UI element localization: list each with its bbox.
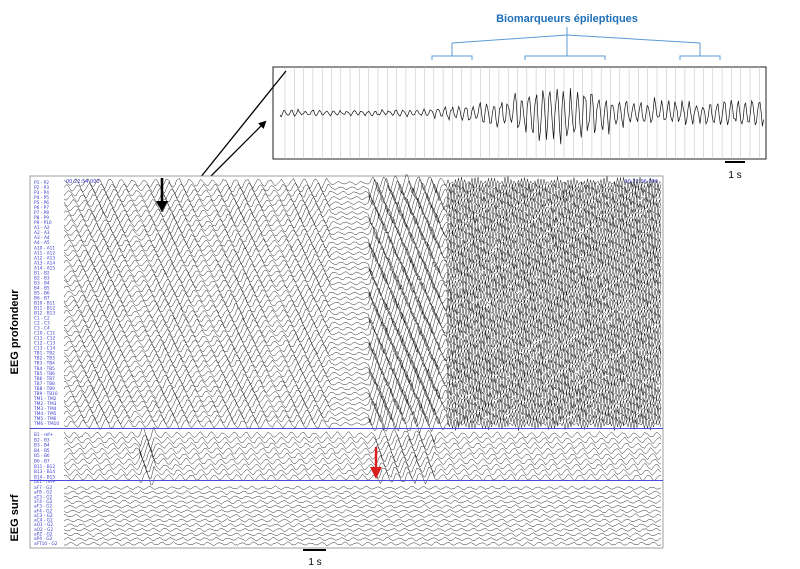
channel-label: C12 - C13 xyxy=(34,341,56,347)
channel-label: TB8 - TB9 xyxy=(34,386,55,392)
channel-label: B11 - B12 xyxy=(34,306,56,312)
channel-label: P9 - P10 xyxy=(34,221,52,227)
channel-label: B14 - B15 xyxy=(34,475,56,481)
channel-label: P8 - P9 xyxy=(34,216,49,222)
channel-label: B10 - B11 xyxy=(34,301,56,307)
channel-label: B3 - B4 xyxy=(34,443,50,449)
channel-label: P7 - P8 xyxy=(34,211,49,217)
channel-label: C10 - C11 xyxy=(34,331,56,337)
channel-label: C3 - C4 xyxy=(34,326,50,332)
channel-label: P2 - P3 xyxy=(34,186,49,191)
channel-label: TM5 - TM6 xyxy=(34,417,57,422)
channel-label: aO2 - G2 xyxy=(34,527,54,533)
channel-label: A1 - A2 xyxy=(34,226,50,232)
channel-label: B5 - B6 xyxy=(34,454,50,460)
channel-label: C1 - C2 xyxy=(34,316,50,322)
channel-label: A12 - A13 xyxy=(34,256,56,262)
main-scale-label: 1 s xyxy=(308,557,322,568)
channel-label: A13 - A14 xyxy=(34,261,56,267)
channel-label: TM2 - TM3 xyxy=(34,401,57,407)
channel-label: P1 - P2 xyxy=(34,181,49,186)
channel-label: TM1 - TM2 xyxy=(34,396,57,402)
channel-label: C2 - C3 xyxy=(34,321,50,327)
biomarker-bracket xyxy=(432,27,720,60)
channel-label: aO1 - G2 xyxy=(34,523,54,529)
depth-eeg-label: EEG profondeur xyxy=(9,289,21,375)
channel-label: TB6 - TB7 xyxy=(34,376,55,382)
channel-label: B4 - B5 xyxy=(34,286,50,292)
channel-label: aPZ - G2 xyxy=(34,532,53,538)
zoom-panel xyxy=(273,67,766,159)
channel-label: B1 - B2 xyxy=(34,271,50,277)
header-left-time: 00:22:54.000 xyxy=(66,179,100,185)
channel-label: aT4 - G2 xyxy=(34,499,53,505)
channel-label: B11 - B12 xyxy=(34,464,56,470)
zoom-title: Biomarqueurs épileptiques xyxy=(496,13,638,25)
channel-label: aC4 - G2 xyxy=(34,518,53,524)
channel-label: TB7 - TB8 xyxy=(34,381,55,387)
channel-label: TB3 - TB4 xyxy=(34,361,55,367)
channel-label: A4 - A5 xyxy=(34,241,50,247)
channel-label: B6 - B7 xyxy=(34,459,50,465)
channel-label: C13 - C14 xyxy=(34,346,56,352)
channel-label: aFT10 - G2 xyxy=(34,541,58,547)
header-right-time: 00:22:06.000 xyxy=(624,179,658,185)
channel-label: A2 - A3 xyxy=(34,231,50,237)
main-eeg-panel xyxy=(30,175,663,549)
channel-label: aC3 - G2 xyxy=(34,513,53,519)
zoom-scale-bar xyxy=(725,162,745,181)
channel-label: TB1 - TB2 xyxy=(34,351,55,357)
channel-label: aF4 - G2 xyxy=(34,509,53,515)
channel-label: B4 - B5 xyxy=(34,448,50,454)
channel-label: aF8 - G2 xyxy=(34,490,53,496)
channel-label: B5 - B6 xyxy=(34,291,50,297)
channel-label: B12 - B13 xyxy=(34,311,56,317)
channel-label: LK1 - ref+ xyxy=(34,480,56,485)
channel-label: P6 - P7 xyxy=(34,206,49,212)
channel-label: P4 - P5 xyxy=(34,196,49,202)
channel-label: C11 - C12 xyxy=(34,336,56,342)
channel-label: TB5 - TB6 xyxy=(34,371,55,377)
channel-label: B6 - B7 xyxy=(34,296,50,302)
channel-label: aF7 - G2 xyxy=(34,486,53,491)
channel-label: A14 - A15 xyxy=(34,266,56,272)
channel-label: P5 - P6 xyxy=(34,201,49,207)
channel-label: TM3 - TM4 xyxy=(34,406,57,412)
channel-label: B2 - B3 xyxy=(34,276,50,282)
channel-label: A3 - A4 xyxy=(34,236,50,242)
channel-label: TM4 - TM5 xyxy=(34,411,57,417)
main-scale-bar xyxy=(303,550,326,568)
surface-eeg-label: EEG surf xyxy=(9,494,21,542)
channel-label: TB9 - TB10 xyxy=(34,391,58,397)
channel-label: TM6 - TM10 xyxy=(34,422,60,427)
channel-label: B3 - B4 xyxy=(34,281,50,287)
channel-label: TB2 - TB3 xyxy=(34,356,55,362)
channel-label: B1 - ref+ xyxy=(34,433,54,438)
channel-label: A10 - A11 xyxy=(34,246,56,252)
channel-label: aF3 - G2 xyxy=(34,504,53,510)
channel-label: aT3 - G2 xyxy=(34,495,53,501)
zoom-scale-label: 1 s xyxy=(728,170,742,181)
channel-label: A11 - A12 xyxy=(34,251,56,257)
channel-label: TB4 - TB5 xyxy=(34,366,55,372)
channel-label: B13 - B14 xyxy=(34,470,56,476)
channel-label: B2 - B3 xyxy=(34,438,50,444)
channel-label: P3 - P4 xyxy=(34,191,49,196)
channel-label: aP4 - G2 xyxy=(34,537,53,543)
